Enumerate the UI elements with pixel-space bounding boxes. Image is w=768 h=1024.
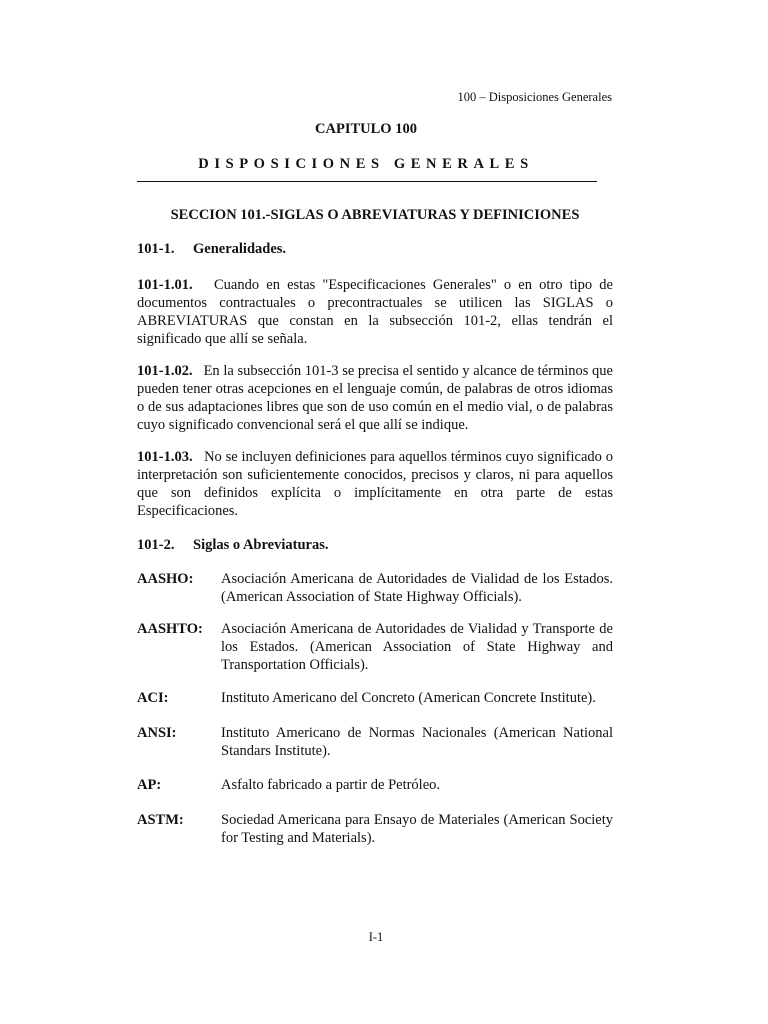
abbreviation-entry bbox=[137, 724, 613, 760]
page-number: I-1 bbox=[368, 930, 384, 944]
abbreviation-term: ASTM: bbox=[137, 812, 184, 828]
paragraph-number: 101-1.02. bbox=[137, 363, 193, 379]
horizontal-rule bbox=[137, 181, 597, 182]
subsection-number: 101-2. bbox=[137, 537, 175, 553]
paragraph-text: No se incluyen definiciones para aquellos términos cuyo significado o interpretación son suficientemente conocidos, precisos y claros, ni para aquellos que son definidos explícita o implícitamente en otra parte de estas Especificaciones. bbox=[137, 449, 613, 519]
abbreviation-entry bbox=[137, 811, 613, 847]
subsection-number: 101-1. bbox=[137, 241, 175, 257]
subsection-title: Siglas o Abreviaturas. bbox=[193, 537, 329, 553]
paragraph-number: 101-1.03. bbox=[137, 449, 193, 465]
abbreviation-term: AASHTO: bbox=[137, 621, 203, 637]
abbreviation-definition: Instituto Americano del Concreto (American Concrete Institute). bbox=[221, 690, 596, 706]
subsection-heading bbox=[137, 536, 613, 554]
section-title: SECCION 101.-SIGLAS O ABREVIATURAS Y DEFINICIONES bbox=[170, 207, 580, 223]
abbreviation-term: ACI: bbox=[137, 690, 169, 706]
abbreviation-term: AP: bbox=[137, 777, 162, 793]
abbreviation-entry bbox=[137, 776, 613, 794]
abbreviation-term: AASHO: bbox=[137, 571, 194, 587]
abbreviation-definition: Asociación Americana de Autoridades de Vialidad de los Estados. (American Association of State Highway Officials). bbox=[221, 571, 613, 605]
paragraph bbox=[137, 362, 613, 434]
chapter-subtitle: DISPOSICIONES GENERALES bbox=[198, 156, 534, 172]
paragraph bbox=[137, 276, 613, 348]
abbreviation-definition: Instituto Americano de Normas Nacionales (American National Standars Institute). bbox=[221, 725, 613, 759]
subsection-heading bbox=[137, 240, 613, 258]
abbreviation-entry bbox=[137, 620, 613, 674]
paragraph-number: 101-1.01. bbox=[137, 277, 193, 293]
paragraph bbox=[137, 448, 613, 520]
subsection-title: Generalidades. bbox=[193, 241, 287, 257]
abbreviation-term: ANSI: bbox=[137, 725, 177, 741]
abbreviation-definition: Asfalto fabricado a partir de Petróleo. bbox=[221, 777, 441, 793]
paragraph-text: En la subsección 101-3 se precisa el sentido y alcance de términos que pueden tener otras acepciones en el lenguaje común, de palabras de otros idiomas o de sus adaptaciones libres que son de uso común en el medio vial, o de palabras cuyo significado convencional será el que allí se indique. bbox=[137, 363, 613, 433]
running-header: 100 – Disposiciones Generales bbox=[457, 90, 612, 104]
abbreviation-entry bbox=[137, 689, 613, 707]
abbreviation-definition: Asociación Americana de Autoridades de Vialidad y Transporte de los Estados. (American Association of State Highway and Transportation Officials). bbox=[221, 621, 613, 673]
abbreviation-definition: Sociedad Americana para Ensayo de Materiales (American Society for Testing and Materials). bbox=[221, 812, 613, 846]
paragraph-text: Cuando en estas "Especificaciones Generales" o en otro tipo de documentos contractuales o precontractuales se utilicen las SIGLAS o ABREVIATURAS que constan en la subsección 101-2, ellas tendrán el significado que allí se señala. bbox=[137, 277, 613, 347]
abbreviation-entry bbox=[137, 570, 613, 606]
chapter-title: CAPITULO 100 bbox=[315, 121, 417, 137]
